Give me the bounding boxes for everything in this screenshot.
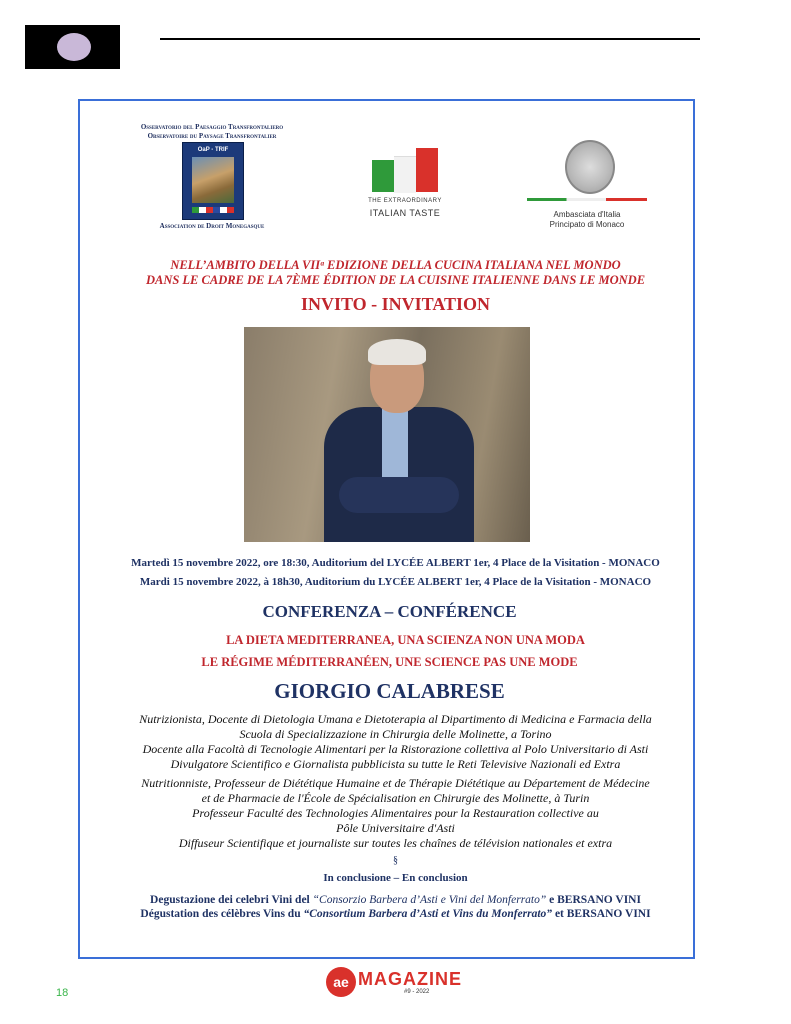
- tricolor-line: [527, 198, 647, 201]
- issue-label: #9 - 2022: [404, 989, 430, 995]
- oap-trif-logo: [182, 142, 244, 220]
- ae-brand-badge: ae: [326, 967, 356, 997]
- italian-republic-emblem-icon: [565, 140, 615, 194]
- bio-it-line: Divulgatore Scientifico e Giornalista pubblicista su tutte le Reti Televisive Nazionali ed Extra: [170, 757, 621, 771]
- magazine-brand-text: MAGAZINE: [358, 969, 462, 989]
- conclusion-label: In conclusione – En conclusion: [323, 872, 468, 884]
- extraordinary-label: THE EXTRAORDINARY: [368, 198, 442, 204]
- event-date-it: Martedì 15 novembre 2022, ore 18:30, Auditorium del LYCÉE ALBERT 1er, 4 Place de la Visitation - MONACO: [131, 557, 660, 569]
- italian-taste-flag-icon: [372, 148, 438, 192]
- header-logo: [25, 25, 120, 69]
- embassy-label-2: Principato di Monaco: [549, 220, 625, 229]
- observatory-fr-label: Observatoire du Paysage Transfrontalier: [147, 132, 277, 140]
- flag-stripe: [220, 207, 227, 213]
- flag-stripe: [206, 207, 213, 213]
- flag-stripe: [213, 207, 220, 213]
- conference-subtitle-fr: LE RÉGIME MÉDITERRANÉEN, UNE SCIENCE PAS UNE MODE: [201, 655, 578, 669]
- flag-stripe: [199, 207, 206, 213]
- invite-title: INVITO - INVITATION: [300, 294, 491, 314]
- conference-title: CONFERENZA – CONFÉRENCE: [262, 602, 517, 621]
- tasting-fr: Dégustation des célèbres Vins du “Consortium Barbera d’Asti et Vins du Monferrato” et BERSANO VINI: [140, 908, 651, 920]
- section-mark: §: [393, 855, 398, 866]
- italian-taste-label: ITALIAN TASTE: [369, 208, 441, 218]
- person-hair: [368, 339, 426, 365]
- flag-stripe: [192, 207, 199, 213]
- headline-fr: DANS LE CADRE DE LA 7ÈME ÉDITION DE LA CUISINE ITALIENNE DANS LE MONDE: [145, 273, 646, 287]
- header-rule: [160, 38, 700, 40]
- tasting-it: Degustazione dei celebri Vini del “Consorzio Barbera d’Asti e Vini del Monferrato” e BERSANO VINI: [150, 894, 641, 906]
- bio-fr-line: Nutritionniste, Professeur de Diététique Humaine et de Thérapie Diététique au Département de Médecine: [141, 776, 650, 790]
- bio-it-line: Scuola di Specializzazione in Chirurgia delle Molinette, a Torino: [239, 727, 552, 741]
- oap-trif-title: OaP - TRIF: [197, 147, 229, 153]
- embassy-label-1: Ambasciata d'Italia: [553, 210, 621, 219]
- flag-stripe: [227, 207, 234, 213]
- page-number: 18: [56, 987, 69, 999]
- bio-it-line: Nutrizionista, Docente di Dietologia Umana e Dietoterapia al Dipartimento di Medicina e Farmacia della: [139, 712, 652, 726]
- association-label: Association de Droit Monegasque: [159, 222, 265, 230]
- conference-subtitle-it: LA DIETA MEDITERRANEA, UNA SCIENZA NON UNA MODA: [226, 633, 585, 647]
- cliff-photo-icon: [192, 157, 234, 203]
- observatory-it-label: Osservatorio del Paesaggio Transfrontaliero: [140, 123, 284, 131]
- speaker-name: GIORGIO CALABRESE: [274, 679, 505, 703]
- event-date-fr: Mardi 15 novembre 2022, à 18h30, Auditorium du LYCÉE ALBERT 1er, 4 Place de la Visitation - MONACO: [139, 576, 652, 588]
- bio-fr-line: et de Pharmacie de l'École de Spécialisation en Chirurgie des Molinette, à Turin: [201, 791, 590, 805]
- bio-fr-line: Professeur Faculté des Technologies Alimentaires pour la Restauration collective au: [192, 806, 599, 820]
- bio-fr-line: Pôle Universitaire d'Asti: [336, 821, 455, 835]
- speaker-photo: [244, 327, 530, 542]
- bio-fr-line: Diffuseur Scientifique et journaliste sur toutes les chaînes de télévision nationales et extra: [178, 836, 613, 850]
- bio-it-line: Docente alla Facoltà di Tecnologie Alimentari per la Ristorazione collettiva al Polo Universitario di Asti: [142, 742, 649, 756]
- ae-magazine-logo: [326, 963, 466, 999]
- person-arms: [339, 477, 459, 513]
- headline-it: NELL’AMBITO DELLA VIIᵃ EDIZIONE DELLA CUCINA ITALIANA NEL MONDO: [170, 258, 621, 272]
- masked-figure-logo-icon: [57, 33, 91, 61]
